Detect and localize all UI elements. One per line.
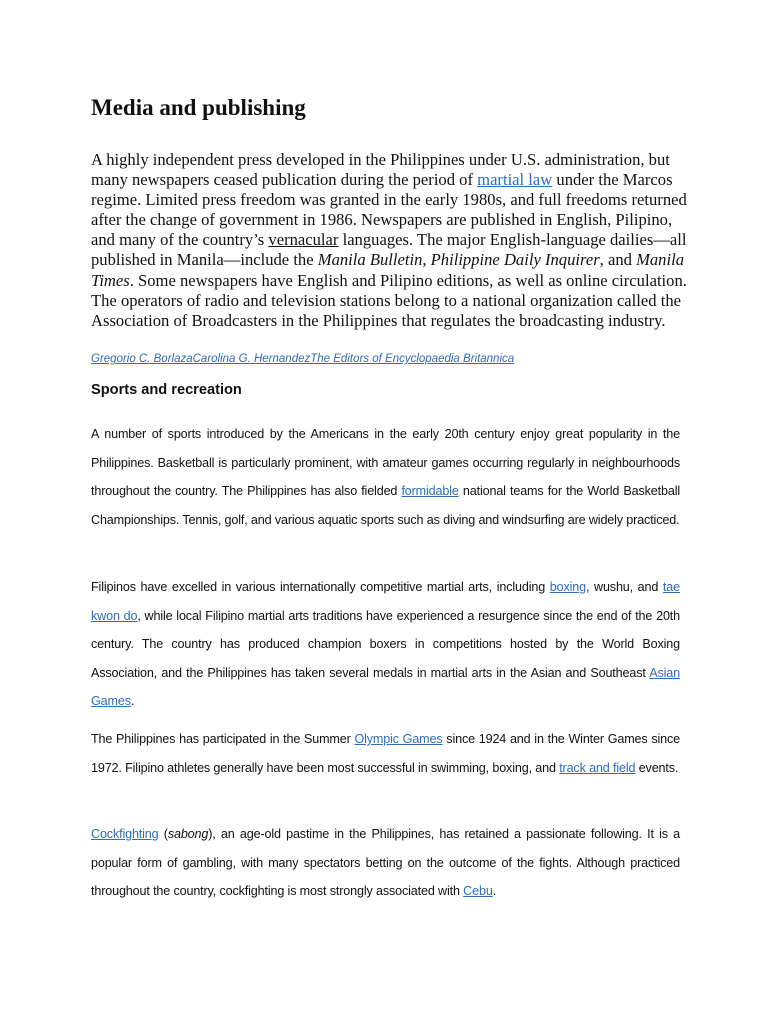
link-cebu[interactable]: Cebu	[463, 884, 493, 898]
text: Filipinos have excelled in various internationally competitive martial arts, including	[91, 580, 550, 594]
text: national teams for the World Basketball Championships. Tennis, golf, and various aquatic sports such as diving and windsurfing are widely practiced.	[91, 484, 680, 527]
text: The Philippines has participated in the Summer	[91, 732, 355, 746]
media-paragraph	[91, 150, 691, 331]
text: ), an age-old pastime in the Philippines, has retained a passionate following. It is a popular form of gambling, with many spectators betting on the outcome of the fights. Although practiced throughout the country, cockfighting is most strongly associated with	[91, 827, 680, 898]
title-manila-times: Manila Times	[91, 250, 684, 290]
text: since 1924 and in the Winter Games since 1972. Filipino athletes generally have been most successful in swimming, boxing, and	[91, 732, 680, 775]
link-asian-games[interactable]: Asian Games	[91, 665, 680, 708]
title-manila-bulletin: Manila Bulletin	[317, 250, 423, 270]
heading-sports-and-recreation: Sports and recreation	[91, 382, 242, 398]
authors-link[interactable]: Gregorio C. BorlazaCarolina G. HernandezThe Editors of Encyclopaedia Britannica	[91, 353, 515, 365]
link-cockfighting[interactable]: Cockfighting	[91, 827, 159, 841]
heading-media-and-publishing: Media and publishing	[91, 95, 306, 120]
link-tae-kwon-do[interactable]: tae kwon do	[91, 580, 680, 623]
link-martial-law[interactable]: martial law	[477, 170, 553, 190]
sports-paragraph-2	[91, 573, 680, 716]
text: events.	[635, 760, 679, 775]
link-olympic-games[interactable]: Olympic Games	[354, 732, 443, 746]
title-inquirer: Philippine Daily Inquirer	[430, 250, 600, 270]
text: , and	[599, 250, 637, 270]
text: (	[158, 827, 168, 841]
text: , while local Filipino martial arts traditions have experienced a resurgence since the end of the 20th century. The country has produced champion boxers in competitions hosted by the World Boxing Association, and the Philippines has taken several medals in martial arts in the Asian and Southeast	[91, 608, 680, 680]
text: languages. The major English-language dailies—all published in Manila—include the	[91, 230, 687, 270]
text: .	[130, 694, 135, 708]
term-sabong: sabong	[167, 827, 209, 841]
text: . Some newspapers have English and Pilipino editions, as well as online circulation. The operators of radio and television stations belong to a national organization called the Association of Broadcasters in the Philippines that regulates the broadcasting industry.	[91, 270, 687, 330]
link-formidable[interactable]: formidable	[401, 484, 459, 498]
text: under the Marcos regime. Limited press freedom was granted in the early 1980s, and full freedoms returned after the change of government in 1986. Newspapers are published in English, Pilipino, and many of the country’s	[91, 170, 687, 250]
text: .	[492, 884, 497, 898]
sports-paragraph-1	[91, 420, 680, 534]
sports-paragraph-4	[91, 820, 680, 906]
text: A number of sports introduced by the Americans in the early 20th century enjoy great popularity in the Philippines. Basketball is particularly prominent, with amateur games occurring regularly in neighbourhoods throughout the country. The Philippines has also fielded	[91, 427, 680, 498]
text: , wushu, and	[585, 580, 663, 594]
text: ,	[422, 250, 431, 270]
link-track-and-field[interactable]: track and field	[559, 760, 636, 775]
text: A highly independent press developed in the Philippines under U.S. administration, but many newspapers ceased publication during the period of	[91, 150, 670, 190]
sports-paragraph-3	[91, 725, 680, 782]
link-boxing[interactable]: boxing	[549, 580, 586, 594]
vernacular-term: vernacular	[268, 230, 339, 250]
